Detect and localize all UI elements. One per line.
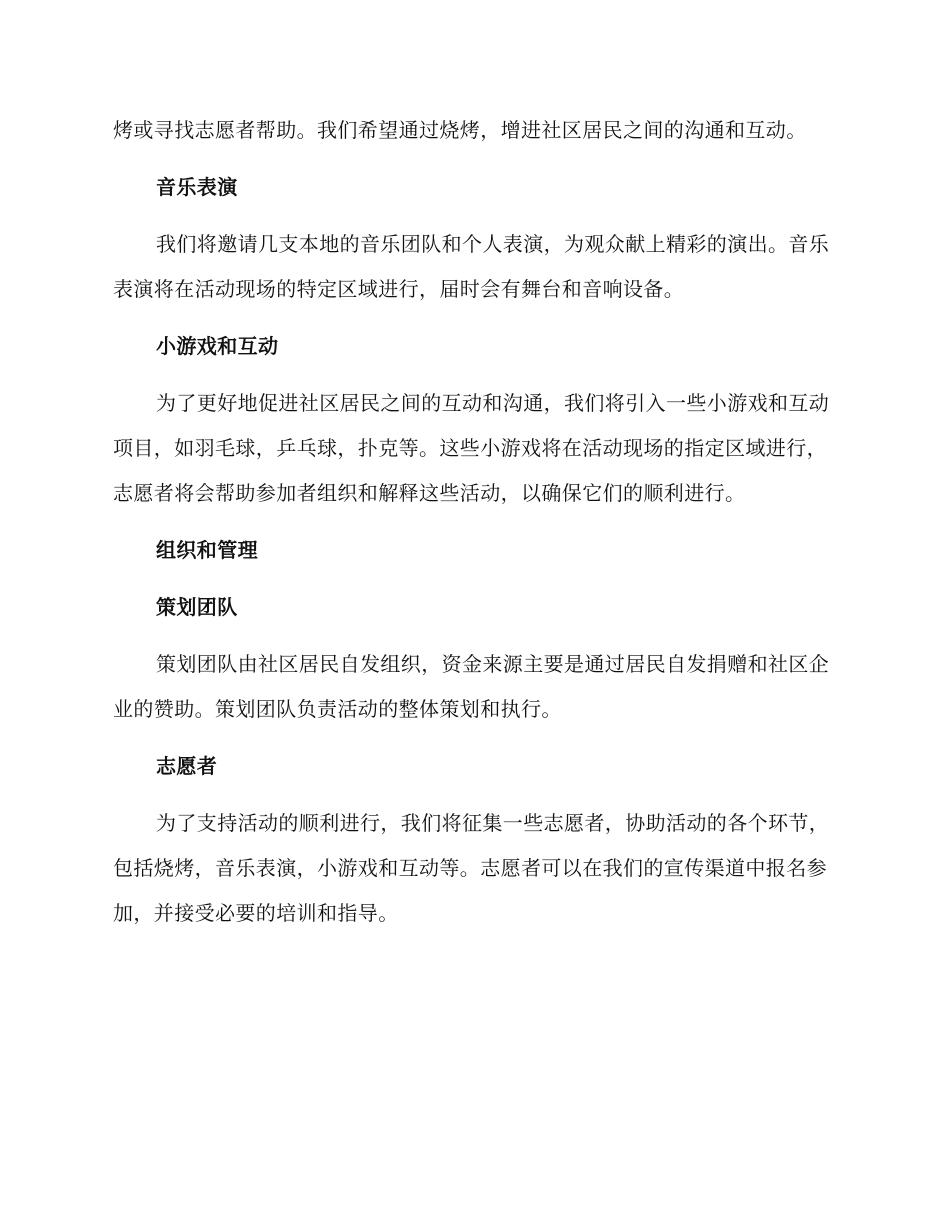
section-heading-volunteers: 志愿者 (156, 754, 218, 778)
section-heading-organization-management: 组织和管理 (156, 538, 258, 562)
section-paragraph-planning-team: 策划团队由社区居民自发组织，资金来源主要是通过居民自发捐赠和社区企业的赞助。策划团队负责活动的整体策划和执行。 (113, 652, 830, 721)
section-paragraph-games-interaction: 为了更好地促进社区居民之间的互动和沟通，我们将引入一些小游戏和互动项目，如羽毛球，乒乓球，扑克等。这些小游戏将在活动现场的指定区域进行，志愿者将会帮助参加者组织和解释这些活动，以确保它们的顺利进行。 (113, 391, 830, 505)
section-paragraph-volunteers: 为了支持活动的顺利进行，我们将征集一些志愿者，协助活动的各个环节，包括烧烤，音乐表演，小游戏和互动等。志愿者可以在我们的宣传渠道中报名参加，并接受必要的培训和指导。 (113, 811, 830, 925)
section-heading-games-interaction: 小游戏和互动 (156, 334, 279, 358)
section-heading-music-performance: 音乐表演 (156, 175, 238, 199)
section-heading-planning-team: 策划团队 (156, 595, 238, 619)
document-body (113, 108, 833, 948)
section-paragraph-music-performance: 我们将邀请几支本地的音乐团队和个人表演，为观众献上精彩的演出。音乐表演将在活动现场的特定区域进行，届时会有舞台和音响设备。 (113, 232, 830, 301)
intro-paragraph: 烤或寻找志愿者帮助。我们希望通过烧烤，增进社区居民之间的沟通和互动。 (113, 118, 807, 142)
